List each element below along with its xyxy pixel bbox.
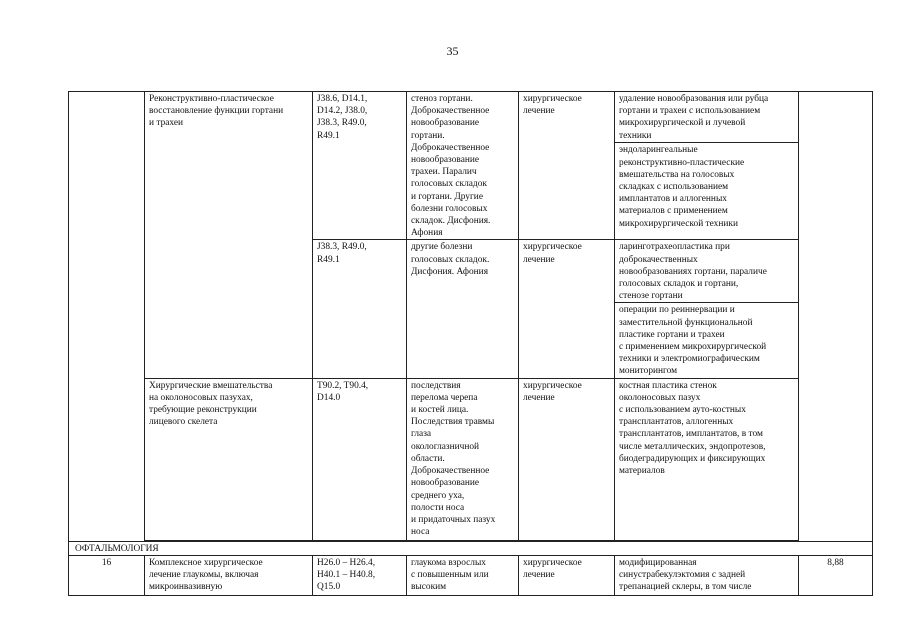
section-heading: ОФТАЛЬМОЛОГИЯ bbox=[69, 541, 873, 555]
treatment-type-cell: хирургическое лечение bbox=[519, 92, 615, 240]
patient-model-cell: последствия перелома черепа и костей лица. Последствия травмы глаза окологлазничной области. Доброкачественное новообразование среднего уха, полости носа и придаточных пазух носа bbox=[407, 378, 519, 540]
table-row bbox=[69, 92, 873, 143]
care-type-cell: Реконструктивно-пластическое восстановление функции гортани и трахеи bbox=[145, 92, 313, 379]
table-row bbox=[69, 555, 873, 595]
treatment-method-cell: ларинготрахеопластика при доброкачественных новообразованиях гортани, параличе голосовых складок и гортани, стенозе гортани bbox=[615, 240, 799, 303]
price-cell: 8,88 bbox=[799, 555, 873, 595]
patient-model-cell: глаукома взрослых с повышенным или высоким bbox=[407, 555, 519, 595]
icd-codes-cell: T90.2, T90.4, D14.0 bbox=[313, 378, 407, 540]
treatment-method-cell: костная пластика стенок околоносовых пазух с использованием ауто-костных трансплантатов, аллогенных трансплантатов, имплантатов, в том числе металлических, эндопротезов, биодеградирующих и фиксирующих материалов bbox=[615, 378, 799, 540]
treatment-method-cell: операции по реиннервации и заместительной функциональной пластике гортани и трахеи с применением микрохирургической техники и электромиографическим мониторингом bbox=[615, 303, 799, 378]
icd-codes-cell: J38.6, D14.1, D14.2, J38.0, J38.3, R49.0, R49.1 bbox=[313, 92, 407, 240]
treatment-method-cell: модифицированная синустрабекулэктомия с задней трепанацией склеры, в том числе bbox=[615, 555, 799, 595]
number-cell: 16 bbox=[69, 555, 145, 595]
table-row bbox=[69, 378, 873, 540]
treatment-type-cell: хирургическое лечение bbox=[519, 378, 615, 540]
treatment-type-cell: хирургическое лечение bbox=[519, 240, 615, 378]
price-cell bbox=[799, 92, 873, 542]
care-type-cell: Комплексное хирургическое лечение глаукомы, включая микроинвазивную bbox=[145, 555, 313, 595]
page-number: 35 bbox=[446, 44, 459, 58]
icd-codes-cell: J38.3, R49.0, R49.1 bbox=[313, 240, 407, 378]
care-type-cell: Хирургические вмешательства на околоносовых пазухах, требующие реконструкции лицевого скелета bbox=[145, 378, 313, 540]
number-cell bbox=[69, 92, 145, 542]
treatment-method-cell: эндоларингеальные реконструктивно-пластические вмешательства на голосовых складках с использованием имплантатов и аллогенных материалов с применением микрохирургической техники bbox=[615, 143, 799, 240]
icd-codes-cell: H26.0 – H26.4, H40.1 – H40.8, Q15.0 bbox=[313, 555, 407, 595]
patient-model-cell: стеноз гортани. Доброкачественное новообразование гортани. Доброкачественное новообразование трахеи. Паралич голосовых складок и гортани. Другие болезни голосовых складок. Дисфония. Афония bbox=[407, 92, 519, 240]
medical-care-table bbox=[68, 91, 873, 596]
table-row bbox=[69, 541, 873, 555]
patient-model-cell: другие болезни голосовых складок. Дисфония. Афония bbox=[407, 240, 519, 378]
treatment-method-cell: удаление новообразования или рубца гортани и трахеи с использованием микрохирургической и лучевой техники bbox=[615, 92, 799, 143]
treatment-type-cell: хирургическое лечение bbox=[519, 555, 615, 595]
